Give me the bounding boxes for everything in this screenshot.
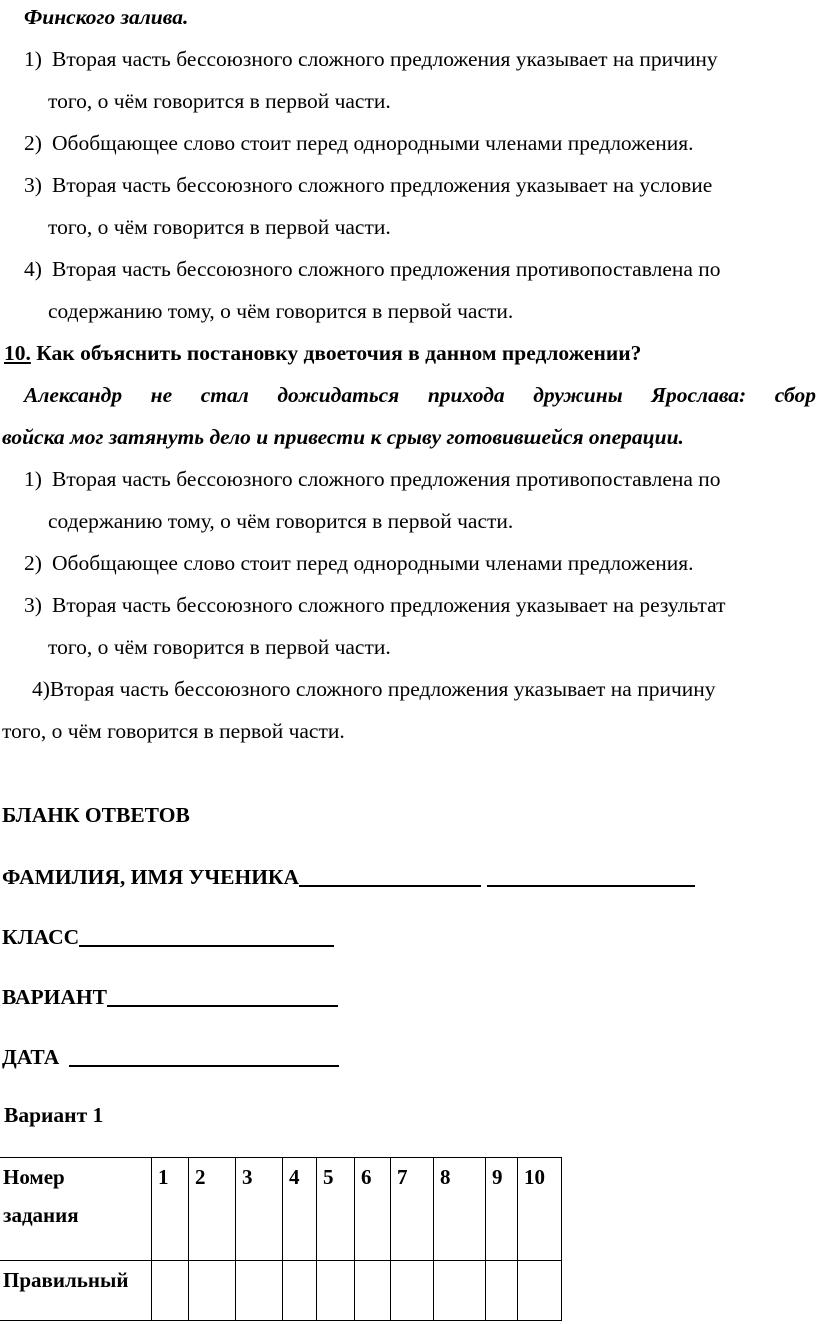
q10-example-line-2: войска мог затянуть дело и привести к срыву готовившейся операции. xyxy=(2,425,684,449)
q10-option-4: 4)Вторая часть бессоюзного сложного предложения указывает на причину xyxy=(32,677,716,701)
name-blank-1[interactable] xyxy=(299,865,481,887)
q10-option-4-cont: того, о чём говорится в первой части. xyxy=(2,719,345,743)
answer-cell[interactable] xyxy=(518,1261,562,1321)
name-label: ФАМИЛИЯ, ИМЯ УЧЕНИКА xyxy=(2,865,300,889)
name-field xyxy=(2,864,695,890)
answer-cell[interactable] xyxy=(189,1261,236,1321)
header-fragment: Финского залива. xyxy=(24,5,189,29)
answer-table xyxy=(0,1157,562,1321)
table-row-numbers xyxy=(0,1158,562,1261)
date-label: ДАТА xyxy=(2,1045,60,1069)
task-number-cell: 5 xyxy=(317,1158,355,1261)
class-blank[interactable] xyxy=(79,925,334,947)
task-number-cell: 4 xyxy=(283,1158,317,1261)
q10-number: 10. xyxy=(4,341,31,365)
row-header-answer: Правильный xyxy=(0,1261,152,1321)
q10-text: Как объяснить постановку двоеточия в данном предложении? xyxy=(30,341,642,365)
task-number-cell: 7 xyxy=(391,1158,434,1261)
answer-cell[interactable] xyxy=(391,1261,434,1321)
name-blank-2[interactable] xyxy=(487,865,695,887)
task-number-cell: 3 xyxy=(236,1158,283,1261)
task-number-cell: 2 xyxy=(189,1158,236,1261)
q10-example-line-1: Александр не стал дожидаться прихода дружины Ярослава: сбор xyxy=(24,383,816,407)
answer-sheet-title: БЛАНК ОТВЕТОВ xyxy=(2,803,190,827)
row-header-number: Номер задания xyxy=(0,1158,152,1261)
answer-cell[interactable] xyxy=(152,1261,189,1321)
task-number-cell: 10 xyxy=(518,1158,562,1261)
task-number-cell: 9 xyxy=(486,1158,518,1261)
answer-cell[interactable] xyxy=(434,1261,486,1321)
task-number-cell: 6 xyxy=(355,1158,391,1261)
table-row-answers xyxy=(0,1261,562,1321)
date-field xyxy=(2,1044,339,1070)
answer-cell[interactable] xyxy=(355,1261,391,1321)
answer-cell[interactable] xyxy=(283,1261,317,1321)
task-number-cell: 1 xyxy=(152,1158,189,1261)
date-blank[interactable] xyxy=(69,1045,339,1067)
variant-field xyxy=(2,984,338,1010)
variant-heading: Вариант 1 xyxy=(4,1103,104,1127)
variant-blank[interactable] xyxy=(107,985,338,1007)
document-page: Финского залива. 1) Вторая часть бессоюзного сложного предложения указывает на причину того, о чём говорится в первой части. 2) Обобщающее слово стоит перед однородными членами предложения. 3) Вторая часть бессоюзного сложного предложения указывает на условие того, о чём говорится в первой части. 4) Вторая часть бессоюзного сложного предложения противопоставлена по содержанию тому, о чём говорится в первой части. 10. Как объяснить постановку двоеточия в данном предложении? Александр не стал дожидаться прихода дружины Ярослава: сбор войска мог затянуть дело и привести к срыву готовившейся операции. 1) Вторая часть бессоюзного сложного предложения противопоставлена по содержанию тому, о чём говорится в первой части. 2) Обобщающее слово стоит перед однородными членами предложения. 3) Вторая часть бессоюзного сложного предложения указывает на результат того, о чём говорится в первой части. 4)Вторая часть бессоюзного сложного предложения указывает на причину того, о чём говорится в первой части. БЛАНК ОТВЕТОВ ФАМИЛИЯ, ИМЯ УЧЕНИКА КЛАСС ВАРИАНТ ДАТА Вариант 1 Номер задания 1 2 3 4 5 6 7 8 9 10 Правильный xyxy=(0,0,816,1324)
answer-cell[interactable] xyxy=(486,1261,518,1321)
variant-label: ВАРИАНТ xyxy=(2,985,107,1009)
class-field xyxy=(2,924,334,950)
answer-cell[interactable] xyxy=(236,1261,283,1321)
class-label: КЛАСС xyxy=(2,925,80,949)
q10-question xyxy=(4,340,641,366)
answer-cell[interactable] xyxy=(317,1261,355,1321)
task-number-cell: 8 xyxy=(434,1158,486,1261)
